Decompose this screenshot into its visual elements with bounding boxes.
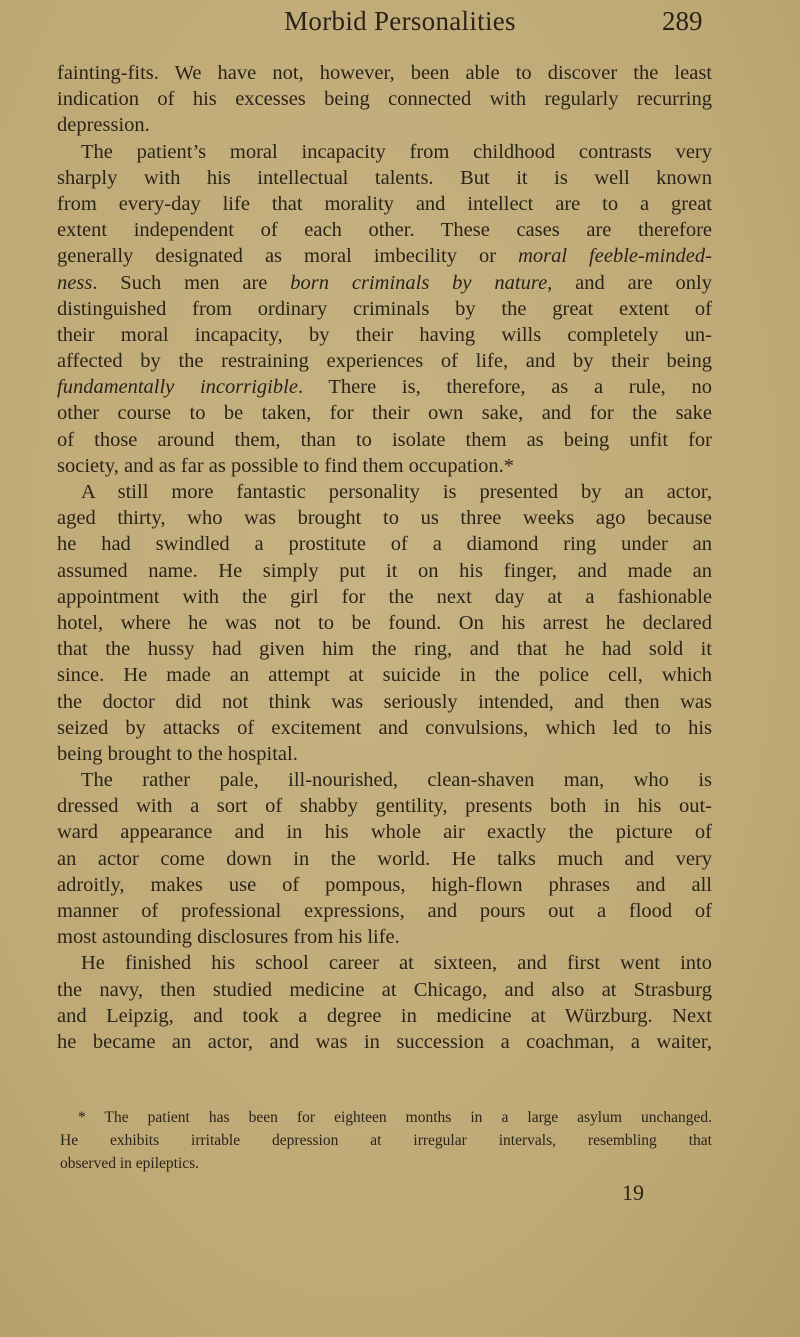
- text-segment: he became an actor, and was in succession a coachman, a waiter,: [57, 1030, 712, 1053]
- body-text: [57, 60, 712, 1055]
- text-line: [57, 715, 712, 741]
- text-line: [57, 819, 712, 845]
- text-segment: affected by the restraining experiences of life, and by their being: [57, 350, 712, 373]
- text-line: [57, 767, 712, 793]
- footnote-line: observed in epileptics.: [60, 1155, 200, 1172]
- text-line: [57, 270, 712, 296]
- text-segment: distinguished from ordinary criminals by the great extent of: [57, 297, 712, 320]
- text-segment: other course to be taken, for their own sake, and for the sake: [57, 402, 712, 425]
- text-line: [57, 1003, 712, 1029]
- text-line: [57, 584, 712, 610]
- footnote: [60, 1106, 712, 1175]
- text-segment: The rather pale, ill-nourished, clean-shaven man, who is: [81, 769, 712, 792]
- text-segment: The patient’s moral incapacity from childhood contrasts very: [81, 140, 712, 163]
- italic-text: ness: [57, 271, 93, 294]
- text-segment: the doctor did not think was seriously intended, and then was: [57, 690, 712, 713]
- text-line: [57, 112, 712, 138]
- running-header-title: Morbid Personalities: [284, 6, 516, 36]
- text-segment: dressed with a sort of shabby gentility, presents both in his out-: [57, 795, 712, 818]
- text-line: [57, 139, 712, 165]
- text-segment: adroitly, makes use of pompous, high-flown phrases and all: [57, 873, 712, 896]
- text-line: [57, 60, 712, 86]
- text-segment: since. He made an attempt at suicide in the police cell, which: [57, 664, 712, 687]
- text-line: [57, 505, 712, 531]
- text-line: [57, 165, 712, 191]
- text-line: [57, 296, 712, 322]
- text-segment: depression.: [57, 114, 150, 137]
- text-segment: ward appearance and in his whole air exactly the picture of: [57, 821, 712, 844]
- text-line: [57, 322, 712, 348]
- text-segment: A still more fantastic personality is presented by an actor,: [81, 481, 712, 503]
- text-line: [57, 427, 712, 453]
- text-line: [57, 453, 712, 479]
- text-line: [57, 924, 712, 950]
- page-number: 289: [662, 6, 703, 36]
- text-line: [57, 950, 712, 976]
- text-segment: He finished his school career at sixteen, and first went into: [81, 952, 712, 975]
- text-line: [57, 243, 712, 269]
- text-segment: aged thirty, who was brought to us three weeks ago because: [57, 507, 712, 530]
- italic-text: fundamentally incorrigible: [57, 376, 298, 399]
- text-segment: and Leipzig, and took a degree in medicine at Würzburg. Next: [57, 1004, 712, 1027]
- text-line: [57, 558, 712, 584]
- text-line: [57, 610, 712, 636]
- text-line: [57, 793, 712, 819]
- text-line: [57, 217, 712, 243]
- text-segment: hotel, where he was not to be found. On his arrest he declared: [57, 611, 712, 634]
- text-line: [57, 191, 712, 217]
- signature-mark: 19: [622, 1180, 644, 1205]
- text-segment: an actor come down in the world. He talks much and very: [57, 847, 712, 870]
- italic-text: born criminals by nature: [290, 271, 548, 294]
- text-segment: indication of his excesses being connected with regularly recurring: [57, 88, 712, 111]
- text-segment: he had swindled a prostitute of a diamond ring under an: [57, 533, 712, 556]
- text-segment: manner of professional expressions, and pours out a flood of: [57, 900, 712, 922]
- text-segment: fainting-fits. We have not, however, been able to discover the least: [57, 62, 712, 84]
- text-segment: extent independent of each other. These cases are therefore: [57, 219, 712, 242]
- text-line: [57, 348, 712, 374]
- text-line: [57, 1029, 712, 1055]
- text-line: [57, 846, 712, 872]
- text-segment: the navy, then studied medicine at Chicago, and also at Strasburg: [57, 978, 712, 1001]
- text-segment: of those around them, than to isolate them as being unfit for: [57, 428, 712, 451]
- text-line: [57, 977, 712, 1003]
- text-line: [57, 662, 712, 688]
- text-segment: assumed name. He simply put it on his finger, and made an: [57, 559, 712, 582]
- text-line: [57, 898, 712, 924]
- text-line: [57, 741, 712, 767]
- text-line: [57, 374, 712, 400]
- text-segment: , and are only: [547, 271, 712, 294]
- italic-text: moral feeble-minded-: [518, 245, 712, 268]
- text-segment: that the hussy had given him the ring, and that he had sold it: [57, 638, 712, 661]
- text-line: [57, 86, 712, 112]
- footnote-line: * The patient has been for eighteen months in a large asylum unchanged.: [78, 1109, 712, 1126]
- text-segment: . Such men are: [92, 271, 291, 294]
- text-segment: appointment with the girl for the next day at a fashionable: [57, 585, 712, 608]
- text-segment: being brought to the hospital.: [57, 742, 298, 765]
- text-line: [57, 400, 712, 426]
- text-segment: their moral incapacity, by their having wills completely un-: [57, 323, 712, 346]
- footnote-line: He exhibits irritable depression at irregular intervals, resembling that: [60, 1132, 712, 1149]
- text-line: [57, 689, 712, 715]
- text-line: [57, 636, 712, 662]
- text-line: [57, 479, 712, 505]
- text-segment: generally designated as moral imbecility or: [57, 245, 519, 268]
- text-line: [57, 531, 712, 557]
- text-segment: sharply with his intellectual talents. But it is well known: [57, 166, 712, 189]
- text-segment: . There is, therefore, as a rule, no: [297, 376, 712, 399]
- text-segment: society, and as far as possible to find them occupation.*: [57, 454, 514, 477]
- text-segment: from every-day life that morality and intellect are to a great: [57, 192, 712, 215]
- text-segment: most astounding disclosures from his life.: [57, 926, 400, 949]
- text-segment: seized by attacks of excitement and convulsions, which led to his: [57, 716, 712, 739]
- text-line: [57, 872, 712, 898]
